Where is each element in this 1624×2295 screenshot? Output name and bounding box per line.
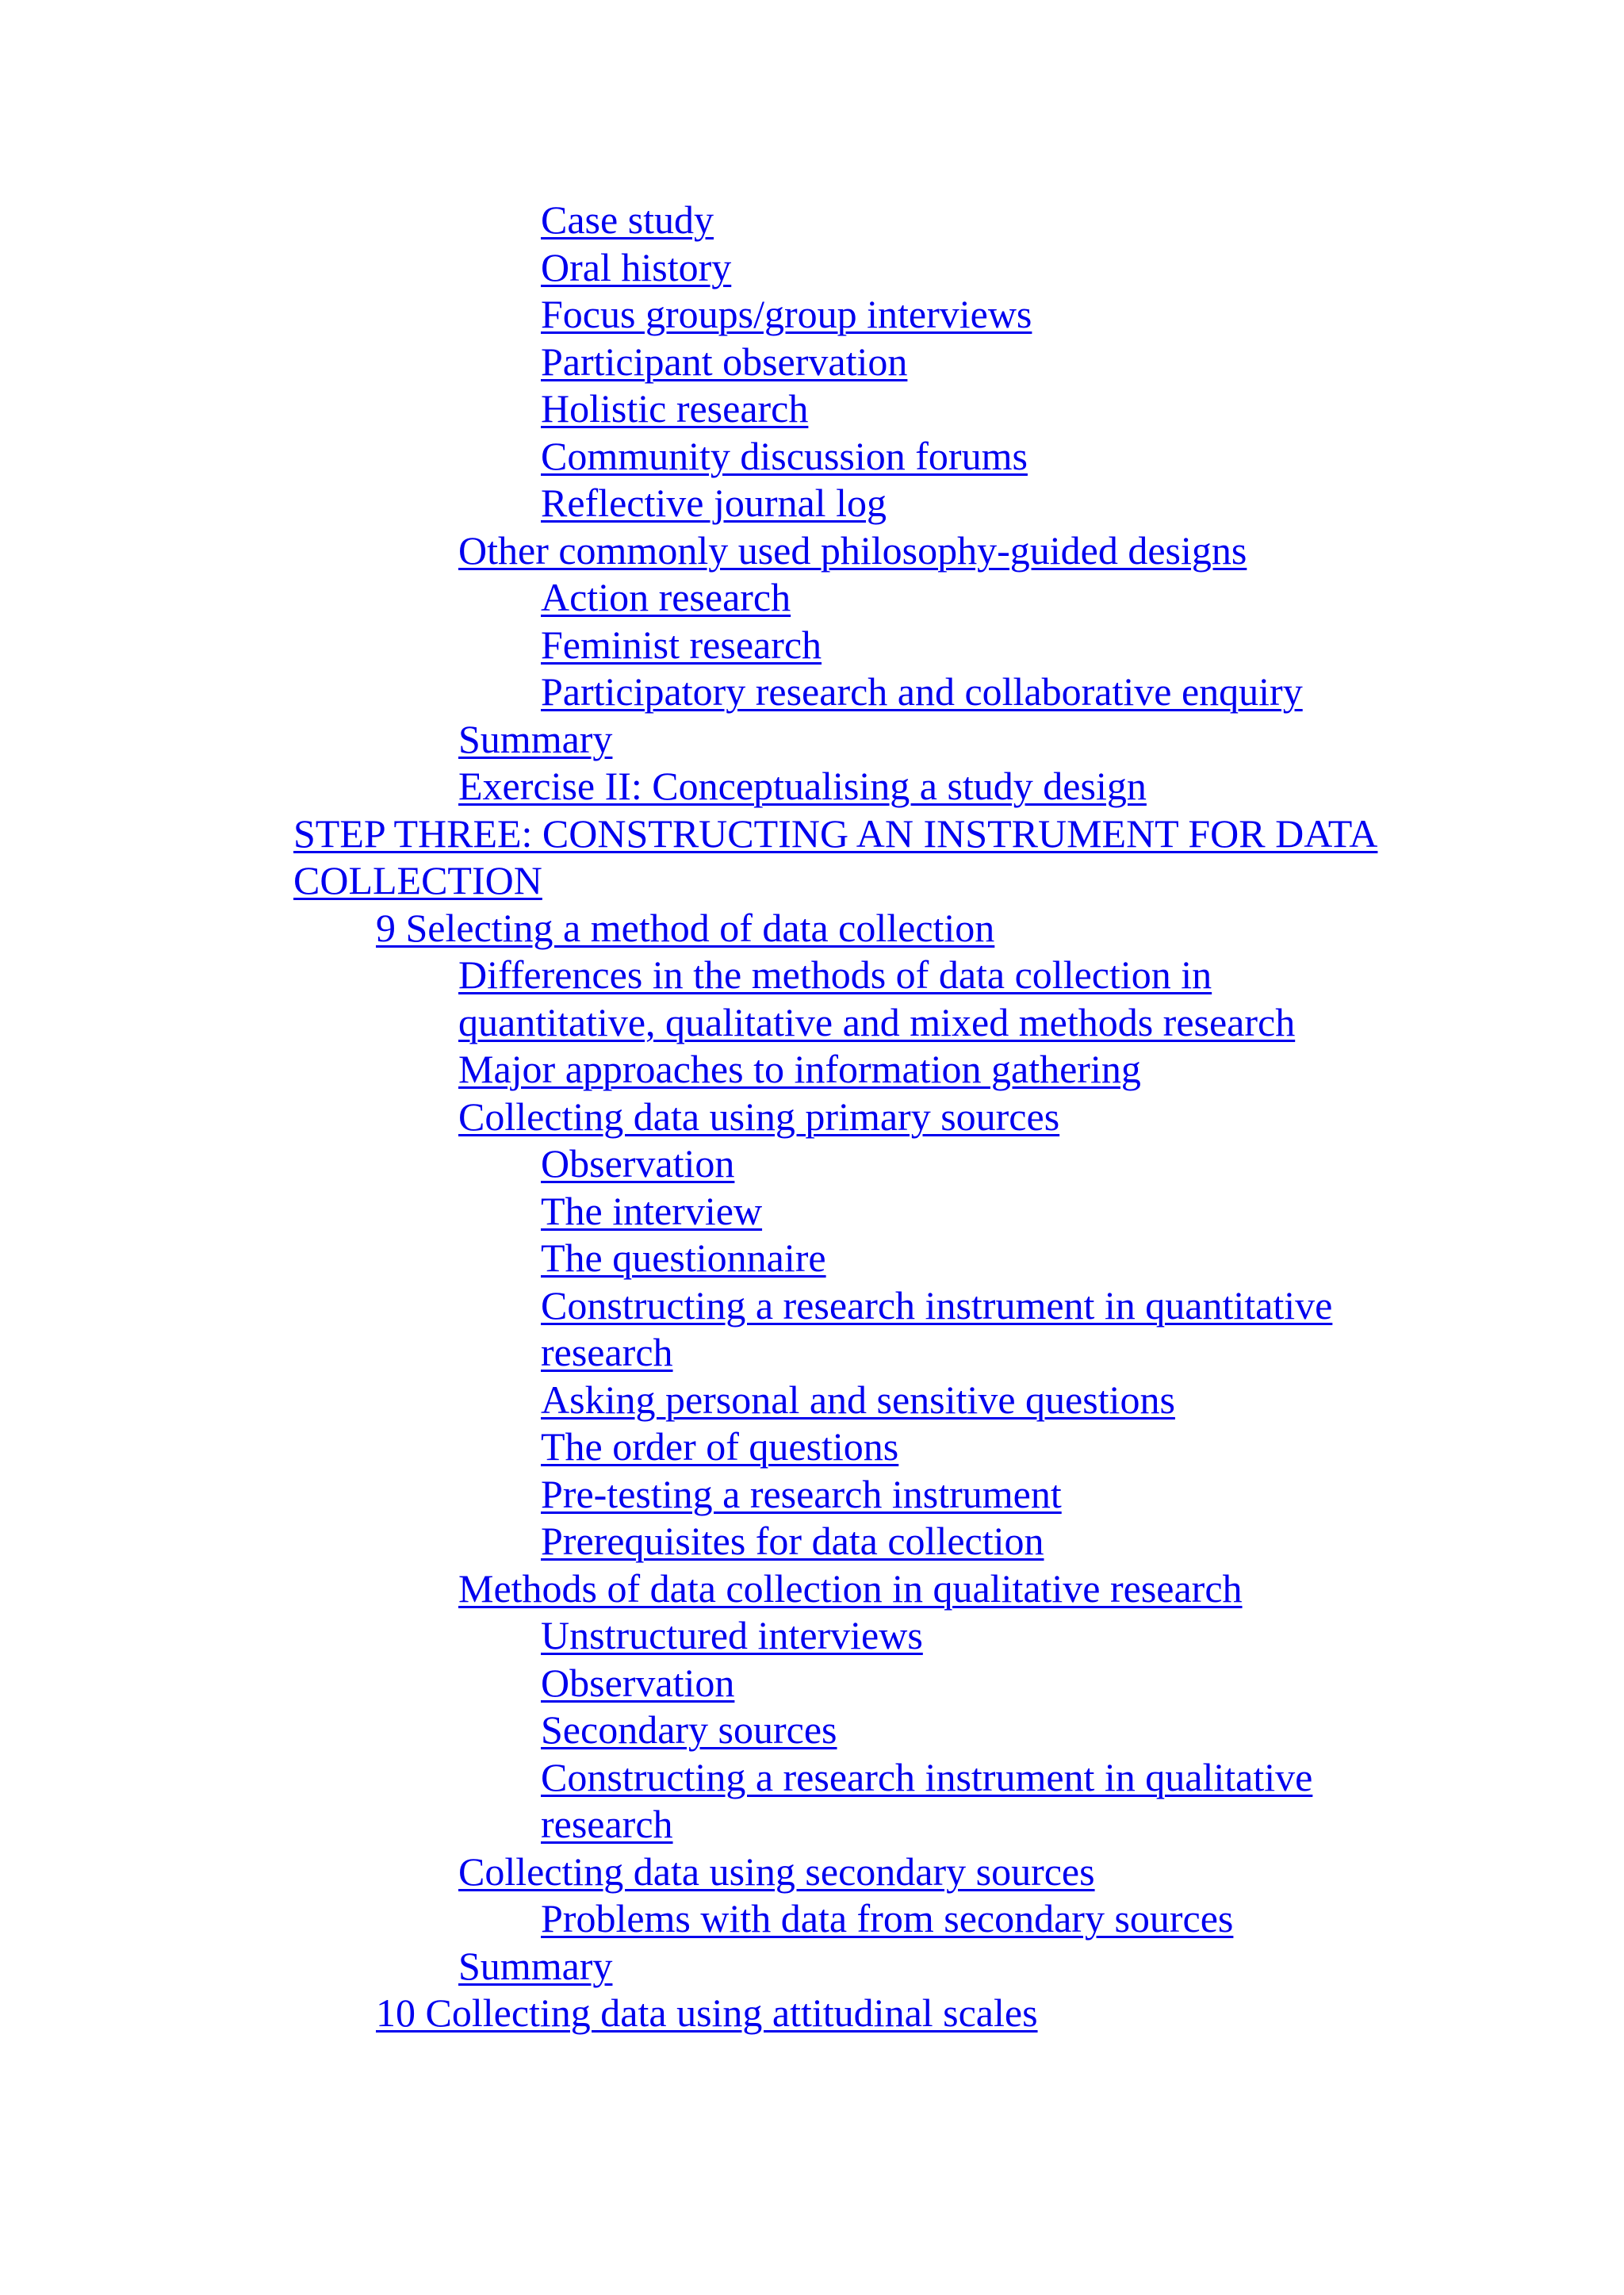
toc-link[interactable]: Exercise II: Conceptualising a study design xyxy=(458,764,1147,808)
toc-entry xyxy=(0,1754,1624,1802)
toc-entry xyxy=(0,669,1624,716)
toc-entry xyxy=(0,339,1624,386)
toc-entry xyxy=(0,622,1624,669)
toc-entry xyxy=(0,1235,1624,1282)
toc-link[interactable]: The questionnaire xyxy=(541,1236,826,1280)
toc-link[interactable]: COLLECTION xyxy=(293,858,542,902)
toc-link[interactable]: STEP THREE: CONSTRUCTING AN INSTRUMENT FOR DATA xyxy=(293,810,1378,856)
toc-entry xyxy=(0,1990,1624,2037)
toc-entry xyxy=(0,1518,1624,1565)
toc-link[interactable]: research xyxy=(541,1802,673,1846)
toc-link[interactable]: Action research xyxy=(541,575,791,619)
toc-link[interactable]: Collecting data using primary sources xyxy=(458,1094,1060,1139)
toc-link[interactable]: Summary xyxy=(458,1943,613,1988)
toc-entry xyxy=(0,574,1624,622)
toc-link[interactable]: quantitative, qualitative and mixed methods research xyxy=(458,999,1296,1044)
toc-link[interactable]: Case study xyxy=(541,197,714,242)
toc-entry xyxy=(0,1660,1624,1707)
toc-entry xyxy=(0,1565,1624,1613)
toc-entry xyxy=(0,1895,1624,1943)
toc-link[interactable]: Collecting data using secondary sources xyxy=(458,1849,1095,1894)
toc-entry xyxy=(0,952,1624,999)
table-of-contents xyxy=(0,197,1624,2037)
toc-link[interactable]: Participatory research and collaborative enquiry xyxy=(541,669,1303,714)
toc-link[interactable]: Constructing a research instrument in qualitative xyxy=(541,1754,1313,1799)
toc-entry xyxy=(0,385,1624,433)
toc-link[interactable]: Prerequisites for data collection xyxy=(541,1519,1044,1563)
toc-link[interactable]: Unstructured interviews xyxy=(541,1613,923,1657)
toc-entry xyxy=(0,810,1624,858)
toc-link[interactable]: Holistic research xyxy=(541,386,809,431)
toc-entry xyxy=(0,197,1624,244)
toc-link[interactable]: Major approaches to information gathering xyxy=(458,1047,1141,1091)
toc-link[interactable]: The order of questions xyxy=(541,1424,899,1469)
toc-link[interactable]: Observation xyxy=(541,1141,735,1186)
toc-entry xyxy=(0,763,1624,810)
toc-entry xyxy=(0,1849,1624,1896)
toc-entry xyxy=(0,1377,1624,1424)
toc-link[interactable]: Feminist research xyxy=(541,622,822,667)
toc-entry xyxy=(0,433,1624,481)
toc-link[interactable]: Reflective journal log xyxy=(541,481,887,525)
toc-link[interactable]: Pre-testing a research instrument xyxy=(541,1471,1062,1516)
toc-entry xyxy=(0,999,1624,1047)
toc-entry xyxy=(0,1801,1624,1849)
toc-link[interactable]: Focus groups/group interviews xyxy=(541,292,1032,336)
toc-link[interactable]: Problems with data from secondary sources xyxy=(541,1896,1234,1941)
toc-entry xyxy=(0,716,1624,764)
toc-link[interactable]: Observation xyxy=(541,1660,735,1705)
toc-link[interactable]: Differences in the methods of data collection in xyxy=(458,952,1212,997)
toc-link[interactable]: 10 Collecting data using attitudinal scales xyxy=(376,1990,1038,2035)
toc-link[interactable]: Community discussion forums xyxy=(541,433,1028,478)
toc-link[interactable]: Secondary sources xyxy=(541,1707,837,1752)
toc-entry xyxy=(0,857,1624,905)
toc-entry xyxy=(0,291,1624,339)
toc-link[interactable]: Constructing a research instrument in quantitative xyxy=(541,1282,1333,1328)
toc-link[interactable]: Other commonly used philosophy-guided designs xyxy=(458,527,1247,573)
toc-entry xyxy=(0,1282,1624,1330)
toc-entry xyxy=(0,1471,1624,1519)
toc-entry xyxy=(0,1094,1624,1141)
toc-entry xyxy=(0,1046,1624,1094)
toc-link[interactable]: Methods of data collection in qualitative research xyxy=(458,1565,1243,1611)
toc-entry xyxy=(0,527,1624,575)
toc-entry xyxy=(0,1140,1624,1188)
toc-entry xyxy=(0,1423,1624,1471)
toc-entry xyxy=(0,480,1624,527)
toc-entry xyxy=(0,905,1624,952)
toc-entry xyxy=(0,1707,1624,1754)
toc-entry xyxy=(0,244,1624,292)
toc-link[interactable]: Asking personal and sensitive questions xyxy=(541,1377,1175,1422)
toc-link[interactable]: Participant observation xyxy=(541,339,908,384)
toc-link[interactable]: Oral history xyxy=(541,244,732,289)
toc-entry xyxy=(0,1329,1624,1377)
toc-link[interactable]: research xyxy=(541,1330,673,1374)
toc-link[interactable]: The interview xyxy=(541,1188,763,1233)
toc-entry xyxy=(0,1943,1624,1990)
toc-link[interactable]: Summary xyxy=(458,716,613,761)
toc-entry xyxy=(0,1188,1624,1236)
toc-link[interactable]: 9 Selecting a method of data collection xyxy=(376,905,995,950)
toc-entry xyxy=(0,1612,1624,1660)
